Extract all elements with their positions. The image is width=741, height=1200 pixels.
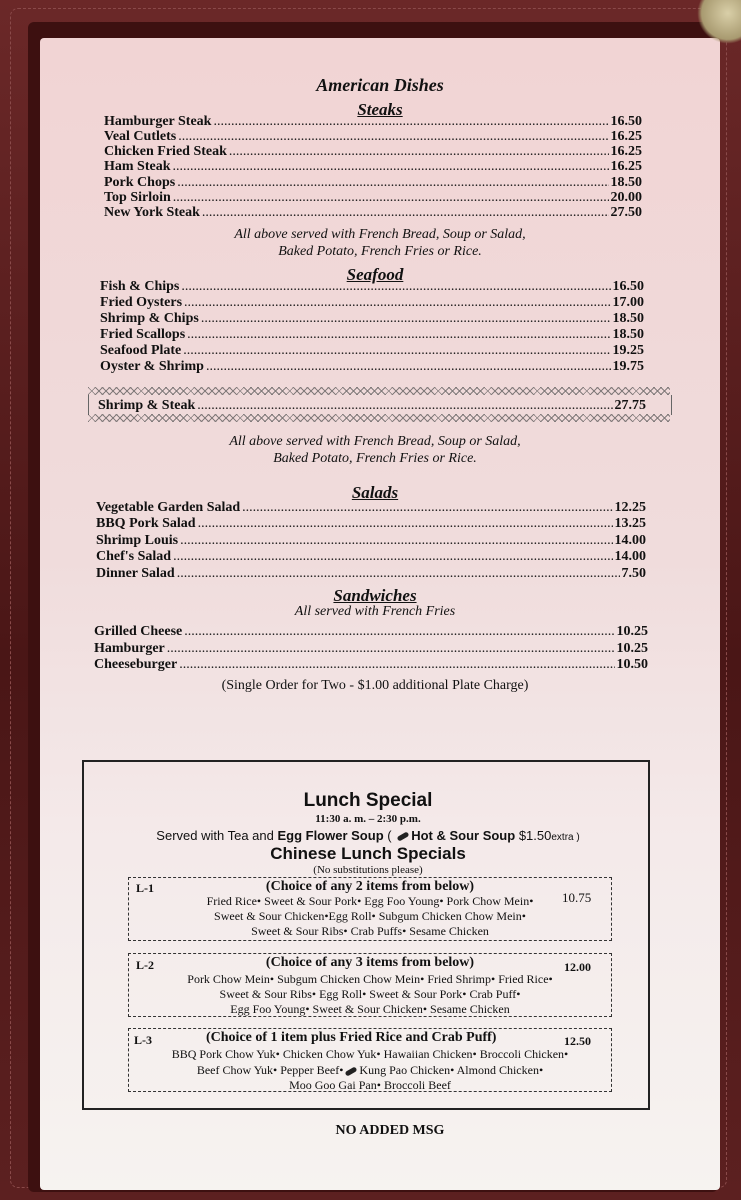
menu-item: Fried Scallops ..... 18.50 xyxy=(100,327,644,343)
lunch-label: L-3 xyxy=(134,1033,152,1047)
plate-charge-note: (Single Order for Two - $1.00 additional Plate Charge) xyxy=(221,678,529,693)
menu-item: Grilled Cheese ..... 10.25 xyxy=(94,624,648,640)
seafood-note-line2: Baked Potato, French Fries or Rice. xyxy=(273,451,477,466)
chili-pepper-icon xyxy=(345,1066,358,1076)
lunch-label: L-2 xyxy=(136,958,154,972)
lunch-items-line: Beef Chow Yuk• Pepper Beef• Kung Pao Chicken• Almond Chicken• xyxy=(196,1063,544,1077)
menu-item: Oyster & Shrimp ..... 19.75 xyxy=(100,359,644,375)
menu-item: Vegetable Garden Salad ..... 12.25 xyxy=(96,500,646,516)
lunch-price: 10.75 xyxy=(562,890,592,905)
menu-item: Fish & Chips ..... 16.50 xyxy=(100,279,644,295)
menu-item: Veal Cutlets ..... 16.25 xyxy=(104,129,642,145)
lunch-price: 12.00 xyxy=(564,960,591,974)
seafood-heading: Seafood xyxy=(346,265,404,284)
menu-item: Pork Chops ..... 18.50 xyxy=(104,175,642,191)
zigzag-border-top xyxy=(88,387,670,395)
menu-item: BBQ Pork Salad ..... 13.25 xyxy=(96,516,646,532)
featured-item: Shrimp & Steak ..... 27.75 xyxy=(98,398,646,414)
steaks-note-line2: Baked Potato, French Fries or Rice. xyxy=(278,244,482,259)
lunch-price: 12.50 xyxy=(564,1034,591,1048)
chinese-lunch-specials-heading: Chinese Lunch Specials xyxy=(270,844,466,863)
lunch-hours: 11:30 a. m. – 2:30 p.m. xyxy=(315,813,421,825)
lunch-option-title: (Choice of any 3 items from below) xyxy=(265,955,475,970)
lunch-label: L-1 xyxy=(136,881,154,895)
seafood-note-line1: All above served with French Bread, Soup or Salad, xyxy=(229,434,521,449)
menu-item: Dinner Salad ..... 7.50 xyxy=(96,566,646,582)
menu-item: Chicken Fried Steak ..... 16.25 xyxy=(104,144,642,160)
menu-item: Hamburger ..... 10.25 xyxy=(94,641,648,657)
menu-item: Seafood Plate ..... 19.25 xyxy=(100,343,644,359)
lunch-items-line: Fried Rice• Sweet & Sour Pork• Egg Foo Young• Pork Chow Mein• xyxy=(206,894,534,908)
lunch-items-line: Moo Goo Gai Pan• Broccoli Beef xyxy=(289,1078,451,1092)
sandwiches-heading: Sandwiches xyxy=(333,586,417,605)
lunch-special-title: Lunch Special xyxy=(303,790,433,811)
menu-item: New York Steak ..... 27.50 xyxy=(104,205,642,221)
lunch-items-line: Sweet & Sour Chicken•Egg Roll• Subgum Chicken Chow Mein• xyxy=(214,909,526,923)
menu-item: Cheeseburger ..... 10.50 xyxy=(94,657,648,673)
salads-heading: Salads xyxy=(351,483,399,502)
lunch-items-line: BBQ Pork Chow Yuk• Chicken Chow Yuk• Hawaiian Chicken• Broccoli Chicken• xyxy=(171,1047,569,1061)
lunch-option-title: (Choice of any 2 items from below) xyxy=(265,879,475,894)
lunch-served-with: Served with Tea and Egg Flower Soup ( Hot & Sour Soup $1.50extra ) xyxy=(156,828,580,843)
zigzag-border-bottom xyxy=(88,414,670,422)
sleeve-corner xyxy=(697,0,741,44)
lunch-items-line: Egg Foo Young• Sweet & Sour Chicken• Sesame Chicken xyxy=(230,1002,510,1016)
lunch-option-title: (Choice of 1 item plus Fried Rice and Crab Puff) xyxy=(206,1030,497,1045)
menu-item: Hamburger Steak ..... 16.50 xyxy=(104,114,642,130)
menu-item: Top Sirloin ..... 20.00 xyxy=(104,190,642,206)
lunch-items-line: Sweet & Sour Ribs• Crab Puffs• Sesame Chicken xyxy=(251,924,489,938)
steaks-heading: Steaks xyxy=(357,100,403,119)
lunch-items-line: Pork Chow Mein• Subgum Chicken Chow Mein• Fried Shrimp• Fried Rice• xyxy=(187,972,553,986)
menu-item: Chef's Salad ..... 14.00 xyxy=(96,549,646,565)
menu-item: Shrimp Louis ..... 14.00 xyxy=(96,533,646,549)
no-msg-footer: NO ADDED MSG xyxy=(335,1123,445,1138)
american-dishes-heading: American Dishes xyxy=(316,75,444,95)
chili-pepper-icon xyxy=(397,831,410,841)
menu-item: Ham Steak ..... 16.25 xyxy=(104,159,642,175)
menu-item: Shrimp & Chips ..... 18.50 xyxy=(100,311,644,327)
menu-item: Fried Oysters ..... 17.00 xyxy=(100,295,644,311)
no-substitutions-note: (No substitutions please) xyxy=(313,864,423,876)
steaks-note-line1: All above served with French Bread, Soup or Salad, xyxy=(234,227,526,242)
sandwiches-subtitle: All served with French Fries xyxy=(294,604,456,619)
lunch-items-line: Sweet & Sour Ribs• Egg Roll• Sweet & Sour Pork• Crab Puff• xyxy=(219,987,521,1001)
